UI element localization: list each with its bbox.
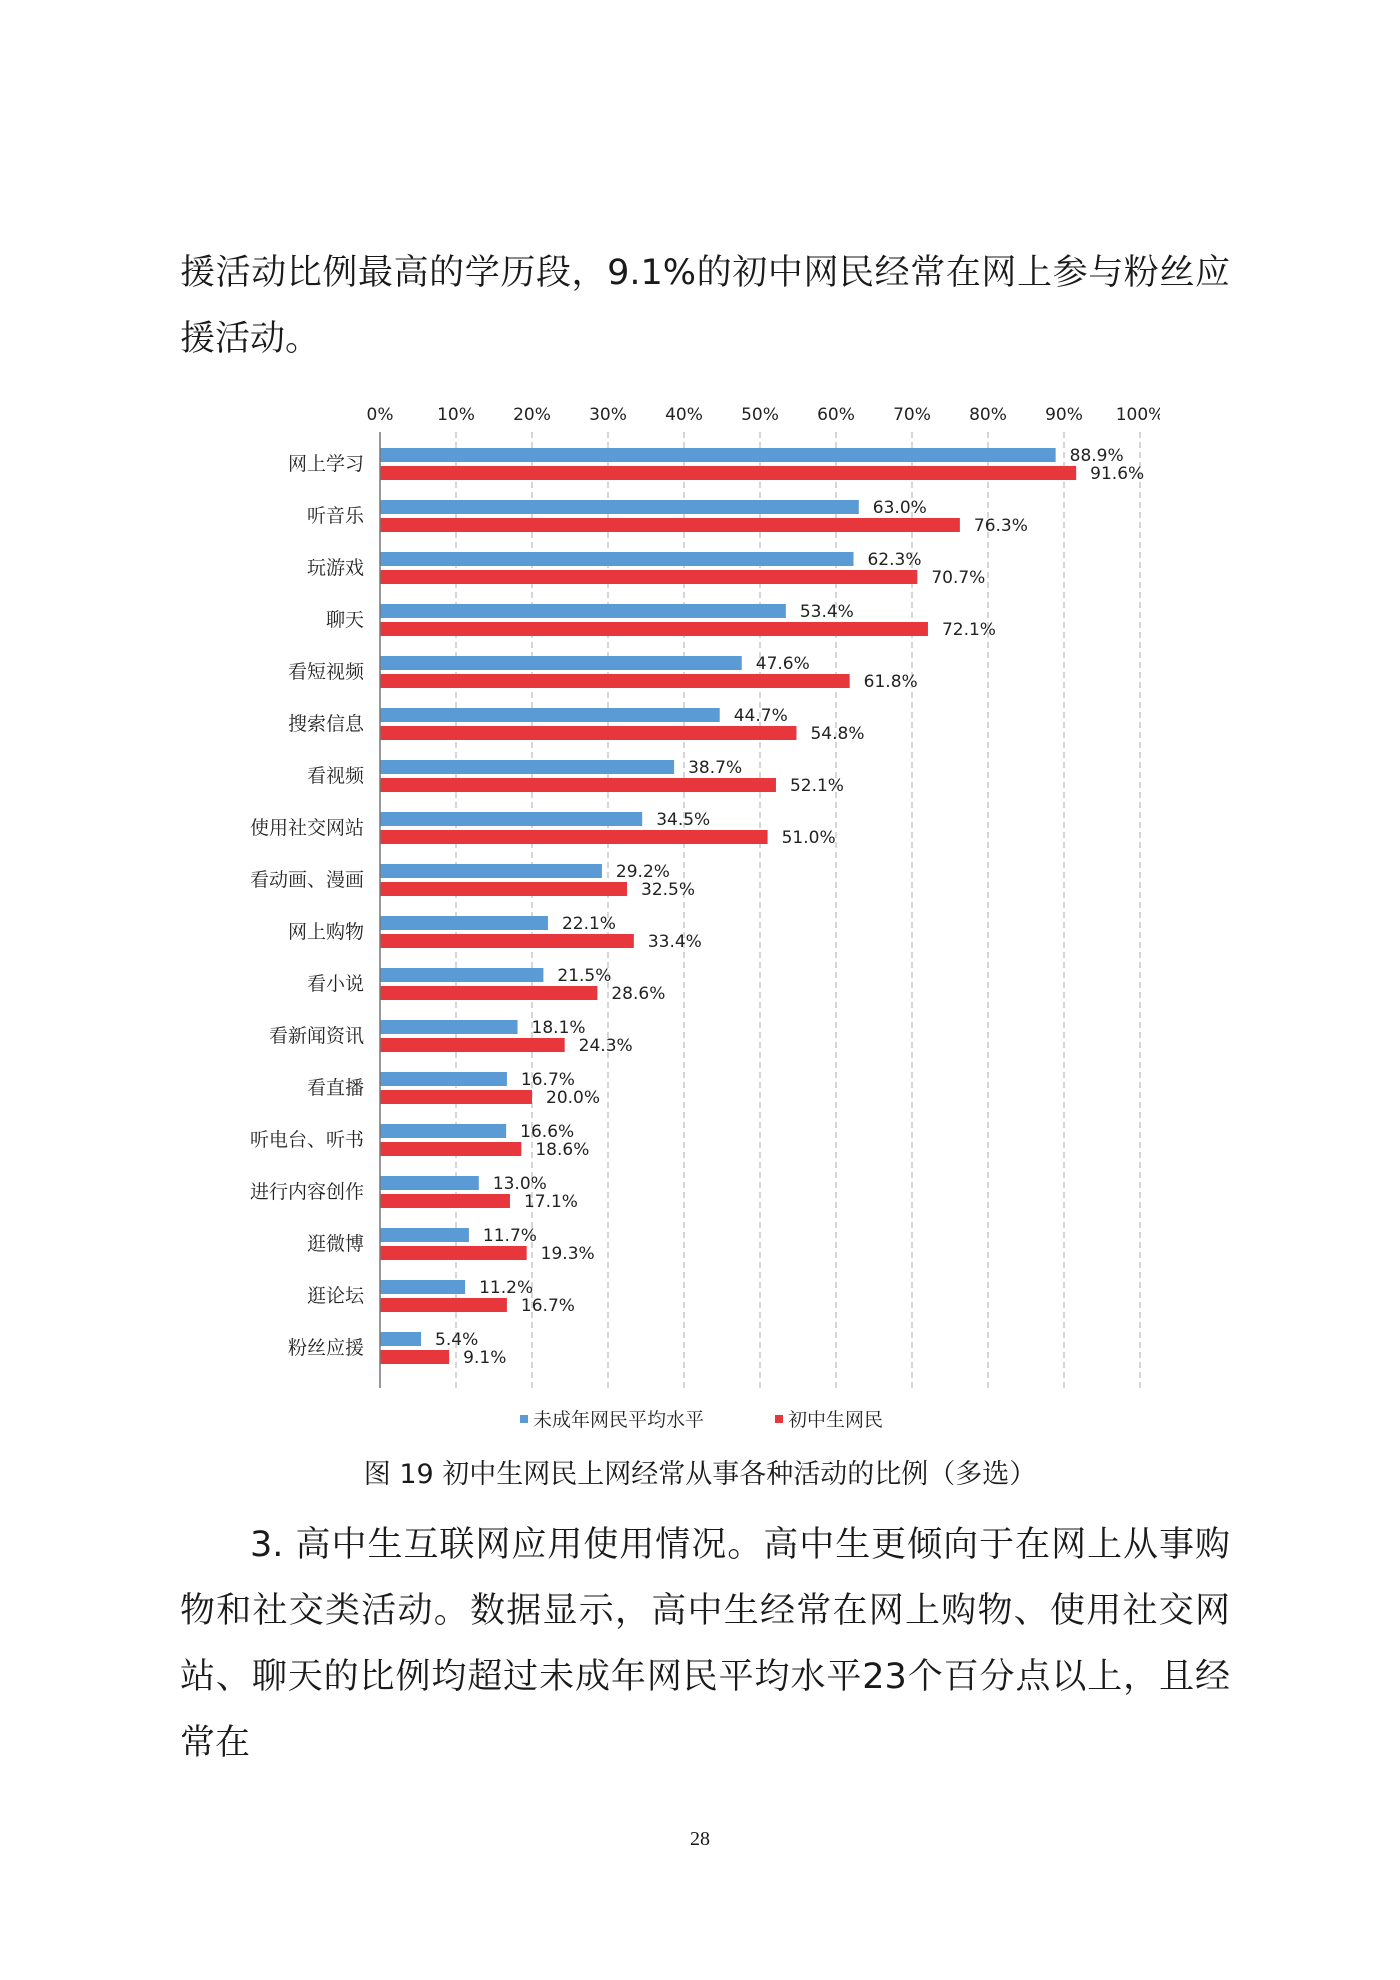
data-label: 54.8% (810, 724, 865, 744)
category-label: 看动画、漫画 (249, 869, 364, 891)
bar-average (380, 968, 543, 982)
bar-junior-high (380, 1194, 510, 1208)
bar-junior-high (380, 1298, 507, 1312)
category-label: 看新闻资讯 (268, 1025, 364, 1047)
data-label: 70.7% (931, 568, 986, 588)
category-label: 看视频 (306, 765, 364, 787)
data-label: 21.5% (557, 966, 612, 986)
category-label: 聊天 (325, 609, 364, 631)
data-label: 33.4% (647, 932, 702, 952)
category-label: 逛微博 (306, 1233, 364, 1255)
bar-junior-high (380, 674, 850, 688)
category-label: 看直播 (306, 1077, 364, 1099)
x-tick-label: 10% (437, 405, 475, 425)
legend (520, 1409, 883, 1430)
data-label: 22.1% (561, 914, 616, 934)
x-tick-label: 90% (1045, 405, 1083, 425)
activity-bar-chart (180, 390, 1160, 1434)
data-label: 20.0% (546, 1088, 601, 1108)
data-label: 52.1% (789, 776, 844, 796)
x-tick-label: 50% (741, 405, 779, 425)
x-axis-ticks (367, 405, 1160, 425)
bar-junior-high (380, 570, 917, 584)
data-label: 13.0% (492, 1174, 547, 1194)
bar-junior-high (380, 1350, 449, 1364)
data-label: 18.6% (535, 1140, 590, 1160)
data-label: 61.8% (863, 672, 918, 692)
data-label: 19.3% (540, 1244, 595, 1264)
x-tick-label: 40% (665, 405, 703, 425)
bar-average (380, 656, 742, 670)
bar-average (380, 760, 674, 774)
bar-average (380, 812, 642, 826)
bar-junior-high (380, 622, 928, 636)
data-label: 72.1% (941, 620, 996, 640)
chart-svg (180, 390, 1160, 1430)
bars (380, 446, 1144, 1368)
bar-average (380, 1280, 465, 1294)
category-label: 逛论坛 (306, 1285, 364, 1307)
data-label: 53.4% (799, 602, 854, 622)
legend-label: 初中生网民 (788, 1409, 884, 1430)
data-label: 11.7% (482, 1226, 537, 1246)
bar-average (380, 916, 548, 930)
category-label: 搜索信息 (287, 713, 364, 735)
data-label: 28.6% (611, 984, 666, 1004)
bar-average (380, 1228, 469, 1242)
legend-label: 未成年网民平均水平 (533, 1409, 705, 1430)
bar-average (380, 1072, 507, 1086)
data-label: 76.3% (973, 516, 1028, 536)
category-label: 玩游戏 (306, 557, 364, 579)
bar-average (380, 604, 786, 618)
bar-average (380, 864, 602, 878)
category-label: 看小说 (306, 973, 364, 995)
paragraph-bottom-text: 3. 高中生互联网应用使用情况。高中生更倾向于在网上从事购物和社交类活动。数据显示，高中生经常在网上购物、使用社交网站、聊天的比例均超过未成年网民平均水平23个百分点以上，且经常在 (180, 1525, 1230, 1763)
category-label: 看短视频 (287, 661, 364, 683)
x-tick-label: 30% (589, 405, 627, 425)
bar-average (380, 448, 1056, 462)
bar-junior-high (380, 778, 776, 792)
data-label: 17.1% (523, 1192, 578, 1212)
data-label: 44.7% (733, 706, 788, 726)
category-labels (250, 453, 365, 1359)
data-label: 62.3% (867, 550, 922, 570)
data-label: 24.3% (578, 1036, 633, 1056)
data-label: 38.7% (688, 758, 743, 778)
legend-swatch (775, 1415, 783, 1423)
bar-junior-high (380, 466, 1076, 480)
bar-average (380, 1176, 479, 1190)
category-label: 网上学习 (287, 453, 364, 475)
bar-average (380, 1020, 518, 1034)
bar-junior-high (380, 882, 627, 896)
bar-average (380, 708, 720, 722)
bar-average (380, 500, 859, 514)
data-label: 16.7% (520, 1296, 575, 1316)
bar-junior-high (380, 1038, 565, 1052)
category-label: 网上购物 (287, 921, 364, 943)
bar-average (380, 1332, 421, 1346)
x-tick-label: 0% (366, 405, 394, 425)
category-label: 进行内容创作 (249, 1181, 364, 1203)
category-label: 使用社交网站 (249, 817, 364, 839)
bar-junior-high (380, 1246, 527, 1260)
legend-swatch (520, 1415, 528, 1423)
bar-junior-high (380, 726, 796, 740)
category-label: 听音乐 (306, 505, 364, 527)
data-label: 29.2% (615, 862, 670, 882)
data-label: 16.7% (520, 1070, 575, 1090)
paragraph-top: 援活动比例最高的学历段，9.1%的初中网民经常在网上参与粉丝应援活动。 (180, 253, 1230, 359)
data-label: 47.6% (755, 654, 810, 674)
category-label: 听电台、听书 (249, 1129, 364, 1151)
data-label: 91.6% (1090, 464, 1145, 484)
data-label: 51.0% (781, 828, 836, 848)
data-label: 16.6% (520, 1122, 575, 1142)
data-label: 11.2% (479, 1278, 534, 1298)
category-label: 粉丝应援 (287, 1337, 364, 1359)
x-tick-label: 20% (513, 405, 551, 425)
data-label: 5.4% (435, 1330, 479, 1350)
bar-junior-high (380, 1142, 521, 1156)
paragraph-bottom (180, 1512, 1230, 1776)
page-number: 28 (690, 1828, 710, 1850)
data-label: 63.0% (872, 498, 927, 518)
bar-average (380, 552, 853, 566)
data-label: 88.9% (1069, 446, 1124, 466)
bar-junior-high (380, 934, 634, 948)
figure-caption: 图 19 初中生网民上网经常从事各种活动的比例（多选） (363, 1459, 1037, 1490)
data-label: 32.5% (641, 880, 696, 900)
x-tick-label: 60% (817, 405, 855, 425)
bar-junior-high (380, 1090, 532, 1104)
bar-average (380, 1124, 506, 1138)
bar-junior-high (380, 830, 768, 844)
data-label: 9.1% (463, 1348, 507, 1368)
x-tick-label: 80% (969, 405, 1007, 425)
bar-junior-high (380, 986, 597, 1000)
data-label: 34.5% (656, 810, 711, 830)
x-tick-label: 100% (1115, 405, 1160, 425)
x-tick-label: 70% (893, 405, 931, 425)
data-label: 18.1% (531, 1018, 586, 1038)
bar-junior-high (380, 518, 960, 532)
